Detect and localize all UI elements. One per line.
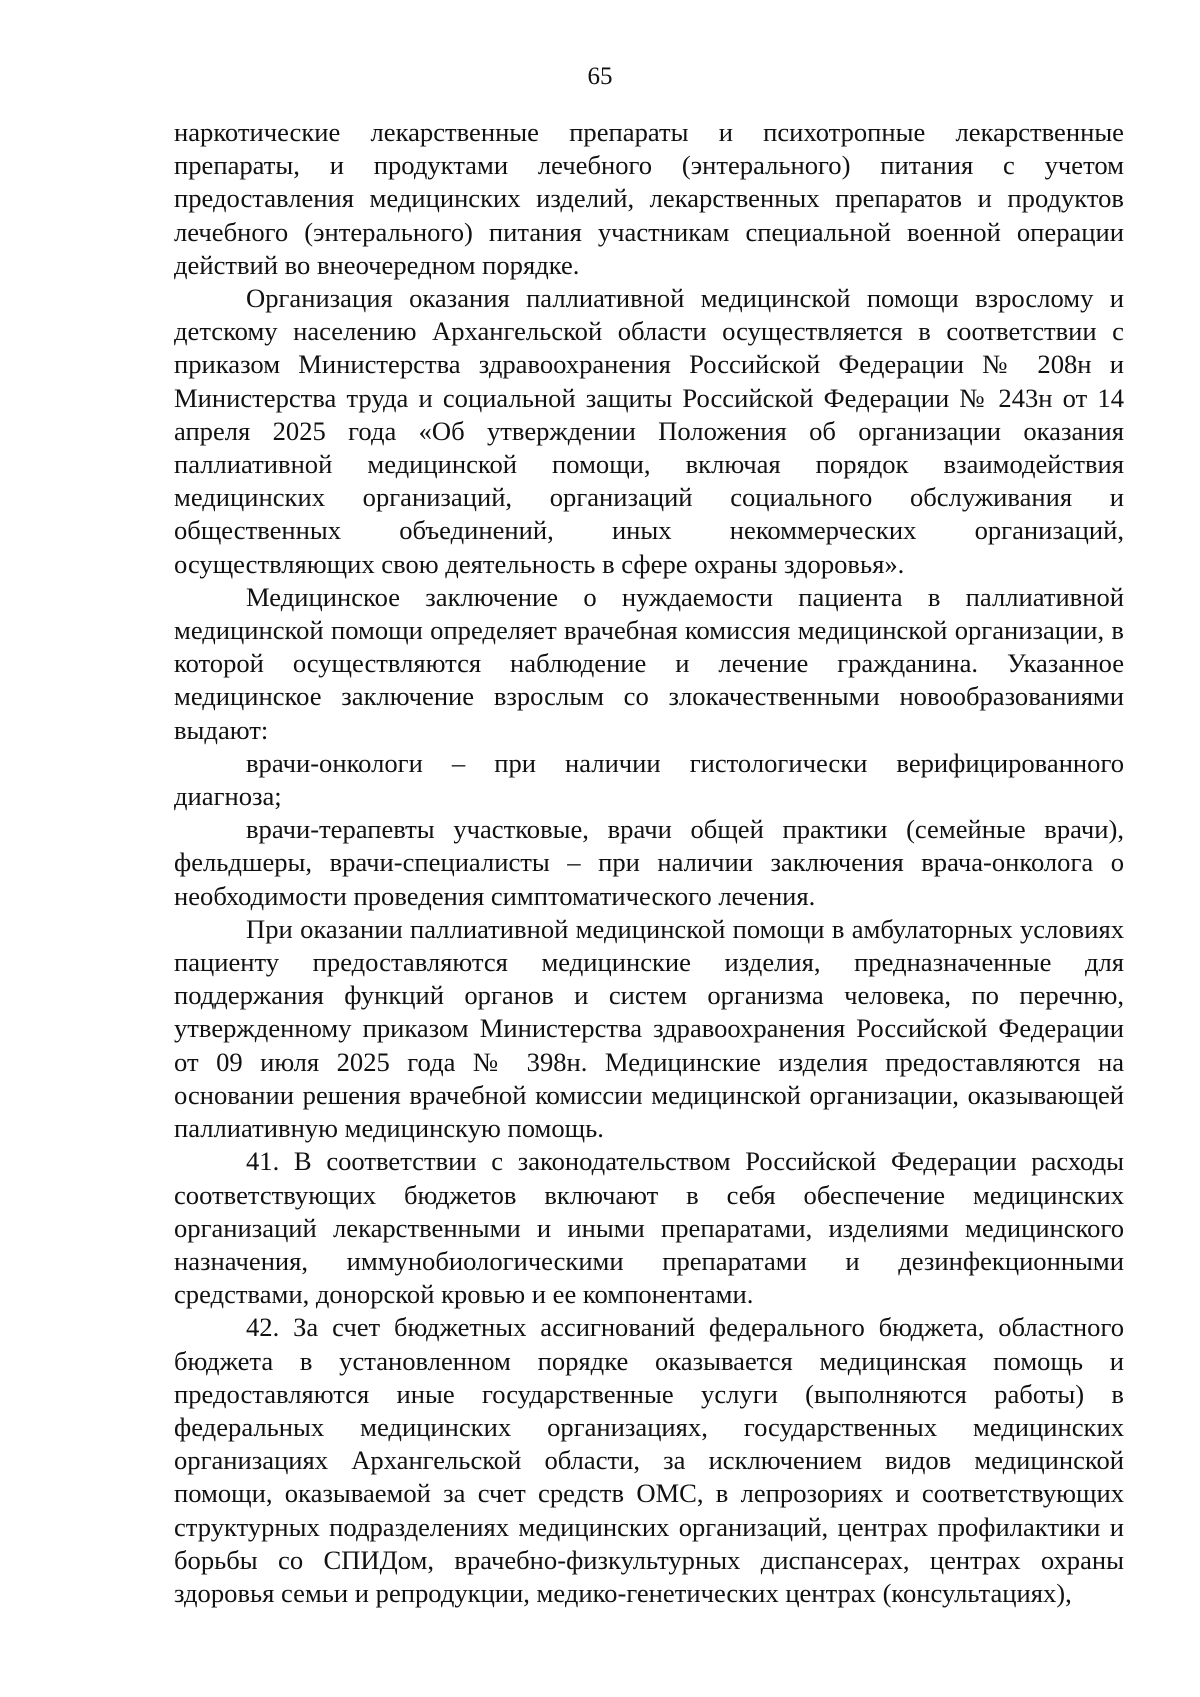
paragraph: Организация оказания паллиативной медицинской помощи взрослому и детскому населению Архангельской области осуществляется в соответствии с приказом Министерства здравоохранения Российской Федерации № 208н и Министерства труда и социальной защиты Российской Федерации № 243н от 14 апреля 2025 года «Об утверждении Положения об организации оказания паллиативной медицинской помощи, включая порядок взаимодействия медицинских организаций, организаций социального обслуживания и общественных объединений, иных некоммерческих организаций, осуществляющих свою деятельность в сфере охраны здоровья». (174, 283, 1124, 579)
paragraph-item-41: 41. В соответствии с законодательством Российской Федерации расходы соответствующих бюджетов включают в себя обеспечение медицинских организаций лекарственными и иными препаратами, изделиями медицинского назначения, иммунобиологическими препаратами и дезинфекционными средствами, донорской кровью и ее компонентами. (174, 1146, 1124, 1310)
paragraph-item-42: 42. За счет бюджетных ассигнований федерального бюджета, областного бюджета в установленном порядке оказывается медицинская помощь и предоставляются иные государственные услуги (выполняются работы) в федеральных медицинских организациях, государственных медицинских организациях Архангельской области, за исключением видов медицинской помощи, оказываемой за счет средств ОМС, в лепрозориях и соответствующих структурных подразделениях медицинских организаций, центрах профилактики и борьбы со СПИДом, врачебно-физкультурных диспансерах, центрах охраны здоровья семьи и репродукции, медико-генетических центрах (консультациях), (174, 1312, 1124, 1608)
paragraph: врачи-онкологи – при наличии гистологически верифицированного диагноза; (174, 747, 1124, 812)
paragraph: При оказании паллиативной медицинской помощи в амбулаторных условиях пациенту предоставляются медицинские изделия, предназначенные для поддержания функций органов и систем организма человека, по перечню, утвержденному приказом Министерства здравоохранения Российской Федерации от 09 июля 2025 года № 398н. Медицинские изделия предоставляются на основании решения врачебной комиссии медицинской организации, оказывающей паллиативную медицинскую помощь. (174, 913, 1124, 1144)
document-body (174, 116, 1124, 1610)
page-number: 65 (587, 63, 613, 90)
paragraph: врачи-терапевты участковые, врачи общей практики (семейные врачи), фельдшеры, врачи-специалисты – при наличии заключения врача-онколога о необходимости проведения симптоматического лечения. (174, 814, 1124, 911)
paragraph: Медицинское заключение о нуждаемости пациента в паллиативной медицинской помощи определяет врачебная комиссия медицинской организации, в которой осуществляются наблюдение и лечение гражданина. Указанное медицинское заключение взрослым со злокачественными новообразованиями выдают: (174, 581, 1124, 745)
paragraph: наркотические лекарственные препараты и психотропные лекарственные препараты, и продуктами лечебного (энтерального) питания с учетом предоставления медицинских изделий, лекарственных препаратов и продуктов лечебного (энтерального) питания участникам специальной военной операции действий во внеочередном порядке. (174, 117, 1124, 280)
